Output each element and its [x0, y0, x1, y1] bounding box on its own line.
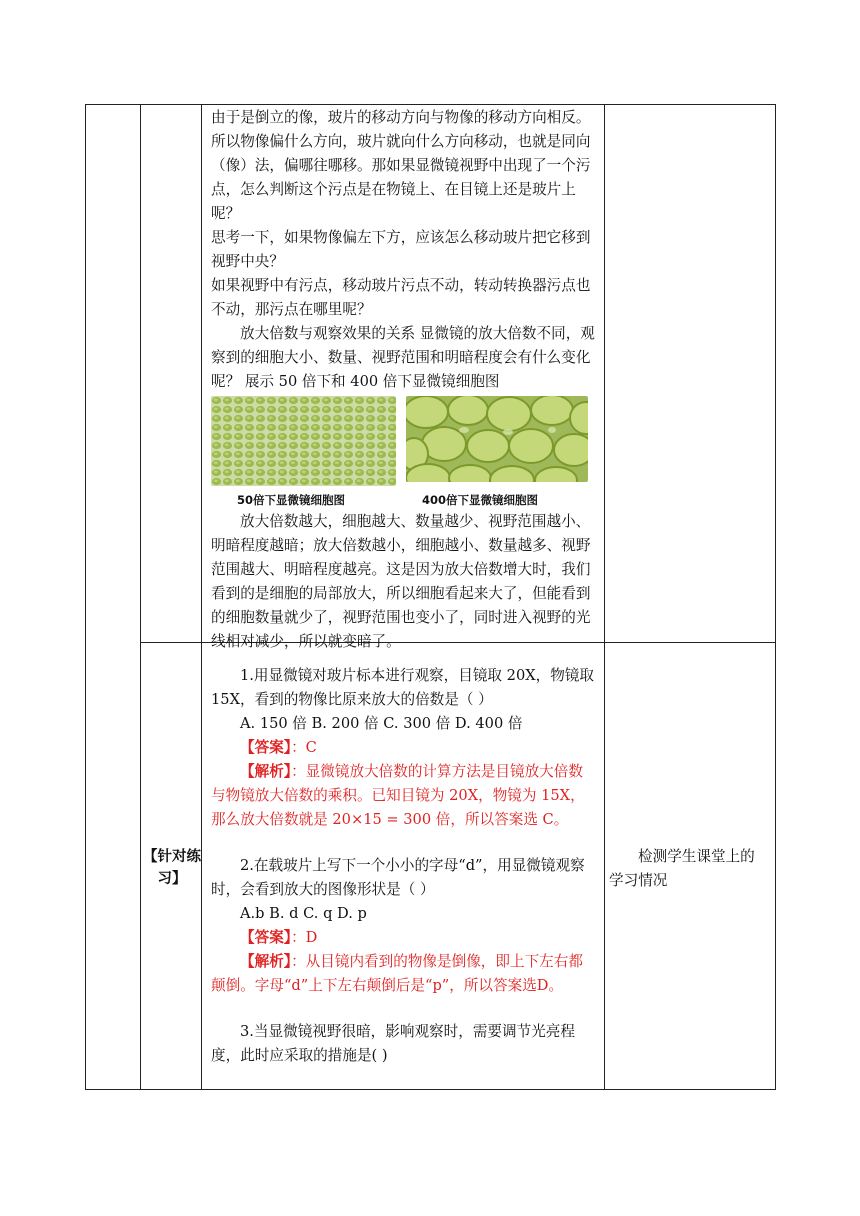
analysis-text: ：显微镜放大倍数的计算方法是目镜放大倍数与物镜放大倍数的乘积。已知目镜为 20X，物镜为 15X，那么放大倍数就是 20×15 = 300 倍，所以答案选 C。	[211, 763, 585, 828]
question-2-options: A.b B. d C. q D. p	[240, 905, 367, 922]
analysis-tag: 【解析】	[240, 953, 292, 970]
question-2-stem: 2.在载玻片上写下一个小小的字母“d”，用显微镜观察时，会看到放大的图像形状是（ ）	[211, 857, 585, 898]
answer-value: ：D	[291, 929, 318, 946]
practice-content	[211, 664, 595, 1068]
question-3-stem: 3.当显微镜视野很暗，影响观察时，需要调节光亮程度，此时应采取的措施是( )	[211, 1023, 575, 1064]
question-1-answer	[211, 736, 595, 760]
paragraph-magnification-explanation: 放大倍数越大，细胞越大、数量越少、视野范围越小、明暗程度越暗；放大倍数越小，细胞越小、数量越多、视野范围越大、明暗程度越亮。这是因为放大倍数增大时，我们看到的是细胞的局部放大，所以细胞看起来大了，但能看到的细胞数量就少了，视野范围也变小了，同时进入视野的光线相对减少，所以就变暗了。	[211, 513, 591, 650]
paragraph-stain-question: 如果视野中有污点，移动玻片污点不动，转动转换器污点也不动，那污点在哪里呢？	[211, 277, 591, 318]
practice-goal-text: 检测学生课堂上的学习情况	[609, 848, 755, 889]
answer-tag: 【答案】	[240, 929, 292, 946]
analysis-tag: 【解析】	[240, 763, 292, 780]
question-2-answer	[211, 926, 595, 950]
question-1-options: A. 150 倍 B. 200 倍 C. 300 倍 D. 400 倍	[240, 715, 523, 732]
lesson-content	[211, 106, 595, 654]
question-1-stem: 1.用显微镜对玻片标本进行观察，目镜取 20X，物镜取 15X，看到的物像比原来放大的倍数是（ ）	[211, 667, 594, 708]
answer-value: ：C	[291, 739, 317, 756]
column-divider-2	[201, 104, 202, 1090]
answer-tag: 【答案】	[240, 739, 292, 756]
question-1-analysis	[211, 760, 595, 832]
paragraph-think-question: 思考一下，如果物像偏左下方，应该怎么移动玻片把它移到视野中央？	[211, 229, 591, 270]
caption-400x: 400倍下显微镜细胞图	[422, 493, 539, 507]
question-2-analysis	[211, 950, 595, 998]
paragraph-image-direction: 由于是倒立的像，玻片的移动方向与物像的移动方向相反。所以物像偏什么方向，玻片就向什么方向移动，也就是同向（像）法，偏哪往哪移。那如果显微镜视野中出现了一个污点，怎么判断这个污点是在物镜上、在目镜上还是玻片上呢？	[211, 109, 591, 222]
analysis-text: ：从目镜内看到的物像是倒像，即上下左右都颠倒。字母“d”上下左右颠倒后是“p”，所以答案选D。	[211, 953, 583, 994]
column-divider-3	[604, 104, 605, 1090]
practice-label: 【针对练习】	[143, 849, 201, 887]
practice-goal	[609, 845, 769, 893]
column-divider-1	[140, 104, 141, 1090]
microscope-cells-400x-image	[406, 396, 588, 482]
microscope-images	[211, 396, 595, 508]
paragraph-magnification-intro: 放大倍数与观察效果的关系 显微镜的放大倍数不同，观察到的细胞大小、数量、视野范围和明暗程度会有什么变化呢？ 展示 50 倍下和 400 倍下显微镜细胞图	[211, 325, 595, 390]
caption-50x: 50倍下显微镜细胞图	[237, 493, 346, 507]
microscope-cells-50x-image	[211, 396, 396, 486]
